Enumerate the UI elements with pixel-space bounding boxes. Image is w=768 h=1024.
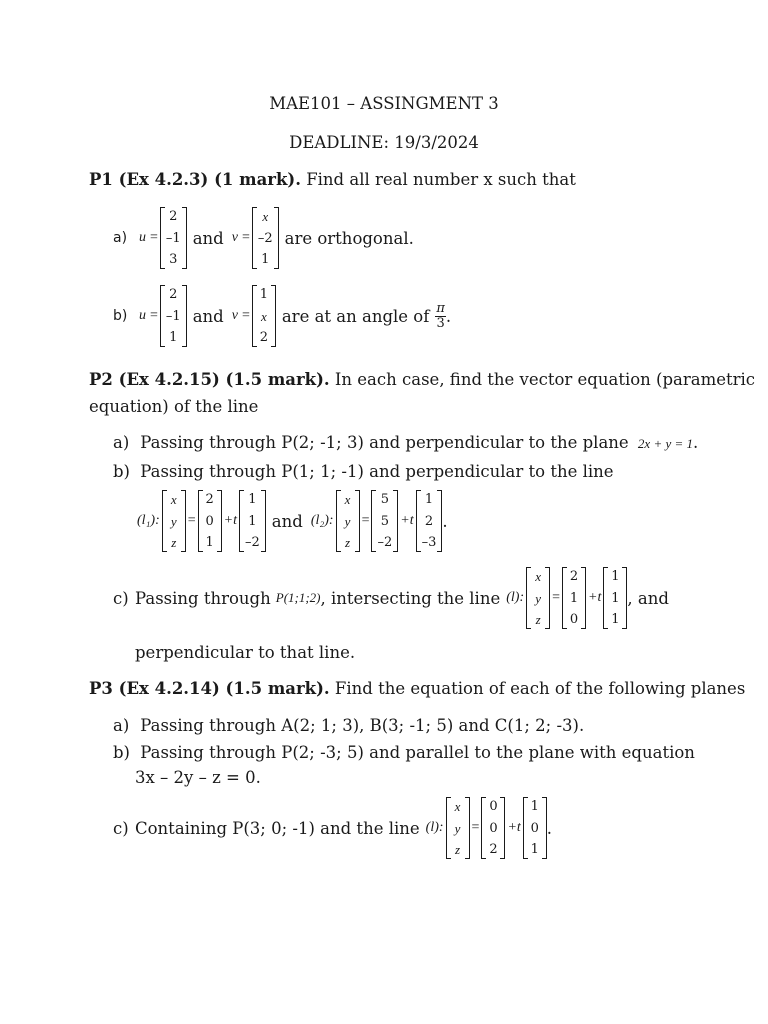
p2-b-lines: (l₁): x y z = 2 0 1 +t 1 1 –2 and (l₂): x y z = 5 5 –2 +t 1 2 –3 . — [137, 492, 448, 550]
p2-c-point: P(1;1;2) — [275, 590, 321, 605]
p1-a-and: and — [192, 228, 224, 248]
p1-b-u-vector: 2 –1 1 — [160, 285, 187, 347]
p1-text: Find all real number x such that — [306, 170, 576, 189]
p1-b-and: and — [192, 306, 224, 326]
p2-b — [113, 462, 614, 481]
p3-c-line-xyz: x y z — [446, 797, 470, 859]
p2-c-text3: perpendicular to that line. — [135, 643, 356, 662]
p2-a-label: a) — [113, 433, 130, 452]
p3-c: c) Containing P(3; 0; -1) and the line (l): x y z = 0 0 2 +t 1 0 1 . — [113, 799, 553, 857]
p2-c-text2: , intersecting the line — [320, 588, 501, 608]
p2-b-l2-name: (l₂): — [310, 513, 334, 528]
p3-b-label: b) — [113, 743, 130, 762]
p1-a-u-symbol: u — [139, 230, 146, 245]
p1-heading-line — [89, 170, 576, 189]
p1-b: b) u = 2 –1 1 and v = 1 x 2 are at an angle of $\frac{\pi}{3}$ . — [113, 287, 452, 345]
p2-a-plane-equation: 2x + y = 1 — [637, 436, 694, 451]
p3-c-text: Containing P(3; 0; -1) and the line — [135, 818, 420, 838]
p1-a: a) u = 2 –1 3 and v = x –2 1 are orthogonal. — [113, 209, 414, 267]
p2-b-l1-name: (l₁): — [137, 513, 160, 528]
p2-heading: P2 (Ex 4.2.15) (1.5 mark). — [89, 370, 330, 389]
p2-b-l1-point: 2 0 1 — [198, 490, 222, 552]
p1-b-angle-fraction: $\frac{\pi}{3}$ — [436, 300, 445, 331]
p2-text1: In each case, find the vector equation (parametric — [334, 370, 756, 389]
p3-c-line-name: (l): — [425, 820, 444, 835]
p2-b-l2-point: 5 5 –2 — [371, 490, 398, 552]
p3-heading-line — [89, 679, 745, 698]
p2-b-text: Passing through P(1; 1; -1) and perpendicular to the line — [140, 462, 614, 481]
p1-heading: P1 (Ex 4.2.3) (1 mark). — [89, 170, 301, 189]
p2-b-and: and — [271, 511, 303, 531]
p2-c: c) Passing through P(1;1;2) , intersecting the line (l): x y z = 2 1 0 +t 1 1 1 , and — [113, 569, 669, 627]
p2-c-label: c) — [113, 588, 129, 608]
p2-b-l1-direction: 1 1 –2 — [239, 490, 266, 552]
p1-a-v-symbol: v — [231, 230, 238, 245]
p3-b-text2: 3x – 2y – z = 0. — [135, 768, 261, 787]
p2-c-text1: Passing through — [135, 588, 271, 608]
p1-a-v-vector: x –2 1 — [252, 207, 279, 269]
p3-b-text1: Passing through P(2; -3; 5) and parallel to the plane with equation — [140, 743, 695, 762]
p1-a-u-vector: 2 –1 3 — [160, 207, 187, 269]
p1-a-tail: are orthogonal. — [284, 228, 414, 248]
p2-c-line-direction: 1 1 1 — [603, 567, 627, 629]
p2-b-l2-xyz: x y z — [336, 490, 360, 552]
p1-b-tail: are at an angle of — [281, 306, 430, 326]
p3-heading: P3 (Ex 4.2.14) (1.5 mark). — [89, 679, 330, 698]
p2-b-label: b) — [113, 462, 130, 481]
p2-heading-line — [89, 370, 755, 389]
p1-a-label: a) — [113, 230, 128, 246]
p2-c-line-xyz: x y z — [526, 567, 550, 629]
p2-a: a) Passing through P(2; -1; 3) and perpendicular to the plane 2x + y = 1. — [113, 433, 699, 452]
p2-b-l1-xyz: x y z — [162, 490, 186, 552]
assignment-deadline: DEADLINE: 19/3/2024 — [289, 133, 479, 152]
p1-b-label: b) — [113, 308, 128, 324]
p2-b-l2-direction: 1 2 –3 — [416, 490, 443, 552]
p3-b — [113, 743, 695, 762]
p3-c-line-direction: 1 0 1 — [523, 797, 547, 859]
p3-a — [113, 716, 584, 735]
p3-c-label: c) — [113, 818, 129, 838]
p2-c-line-name: (l): — [506, 590, 525, 605]
p2-text2: equation) of the line — [89, 397, 259, 416]
assignment-title: MAE101 – ASSINGMENT 3 — [269, 94, 499, 113]
p3-a-label: a) — [113, 716, 130, 735]
p3-a-text: Passing through A(2; 1; 3), B(3; -1; 5) and C(1; 2; -3). — [140, 716, 585, 735]
p2-c-line-point: 2 1 0 — [562, 567, 586, 629]
p2-a-text: Passing through P(2; -1; 3) and perpendicular to the plane — [140, 433, 629, 452]
p1-b-v-vector: 1 x 2 — [252, 285, 276, 347]
p3-text: Find the equation of each of the following planes — [334, 679, 746, 698]
p3-c-line-point: 0 0 2 — [481, 797, 505, 859]
p2-c-tail: , and — [627, 588, 669, 608]
